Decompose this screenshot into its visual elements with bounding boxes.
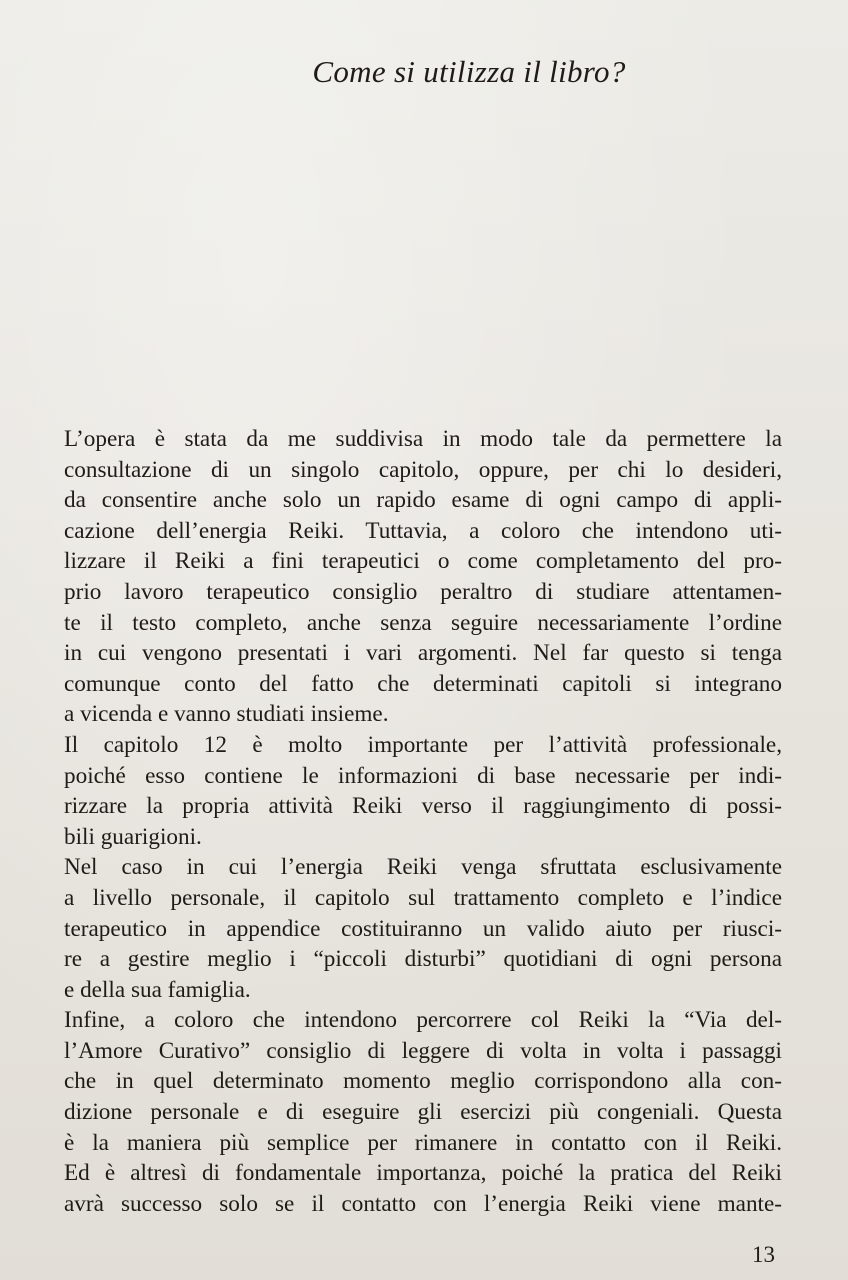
paragraph: [64, 1005, 782, 1219]
paragraph: [64, 730, 782, 852]
text-line: dizione personale e di eseguire gli esercizi più congeniali. Questa: [64, 1099, 782, 1126]
text-line: da consentire anche solo un rapido esame di ogni campo di appli-: [64, 487, 782, 514]
text-line: e della sua famiglia.: [64, 976, 251, 1003]
text-line: è la maniera più semplice per rimanere in contatto con il Reiki.: [64, 1129, 782, 1156]
text-line: Il capitolo 12 è molto importante per l’attività professionale,: [64, 731, 782, 758]
text-line: te il testo completo, anche senza seguire necessariamente l’ordine: [64, 609, 782, 636]
text-line: prio lavoro terapeutico consiglio peraltro di studiare attentamen-: [64, 578, 782, 605]
text-line: terapeutico in appendice costituiranno un valido aiuto per riusci-: [64, 915, 782, 942]
text-line: Infine, a coloro che intendono percorrere col Reiki la “Via del-: [64, 1007, 782, 1034]
text-line: in cui vengono presentati i vari argomenti. Nel far questo si tenga: [64, 640, 782, 667]
text-line: che in quel determinato momento meglio corrispondono alla con-: [64, 1068, 782, 1095]
text-line: re a gestire meglio i “piccoli disturbi” quotidiani di ogni persona: [64, 946, 782, 973]
show-through-text: [520, 88, 720, 218]
text-line: a vicenda e vanno studiati insieme.: [64, 701, 389, 728]
text-line: poiché esso contiene le informazioni di base necessarie per indi-: [64, 762, 782, 789]
text-line: avrà successo solo se il contatto con l’energia Reiki viene mante-: [64, 1190, 782, 1217]
text-line: rizzare la propria attività Reiki verso il raggiungimento di possi-: [64, 793, 782, 820]
text-line: cazione dell’energia Reiki. Tuttavia, a coloro che intendono uti-: [64, 517, 782, 544]
text-line: lizzare il Reiki a fini terapeutici o come completamento del pro-: [64, 548, 782, 575]
text-line: Nel caso in cui l’energia Reiki venga sfruttata esclusivamente: [64, 854, 782, 881]
page-number: 13: [752, 1242, 775, 1267]
text-line: comunque conto del fatto che determinati capitoli si integrano: [64, 670, 782, 697]
text-line: L’opera è stata da me suddivisa in modo tale da permettere la: [64, 426, 782, 452]
paragraph: [64, 852, 782, 1005]
body-text: [64, 424, 782, 1219]
page-title: Come si utilizza il libro?: [312, 54, 626, 89]
text-line: l’Amore Curativo” consiglio di leggere di volta in volta i passaggi: [64, 1037, 782, 1064]
text-line: bili guarigioni.: [64, 823, 202, 850]
text-line: a livello personale, il capitolo sul trattamento completo e l’indice: [64, 884, 782, 911]
paragraph: [64, 424, 782, 730]
text-line: Ed è altresì di fondamentale importanza, poiché la pratica del Reiki: [64, 1160, 782, 1187]
text-line: consultazione di un singolo capitolo, oppure, per chi lo desideri,: [64, 456, 782, 483]
